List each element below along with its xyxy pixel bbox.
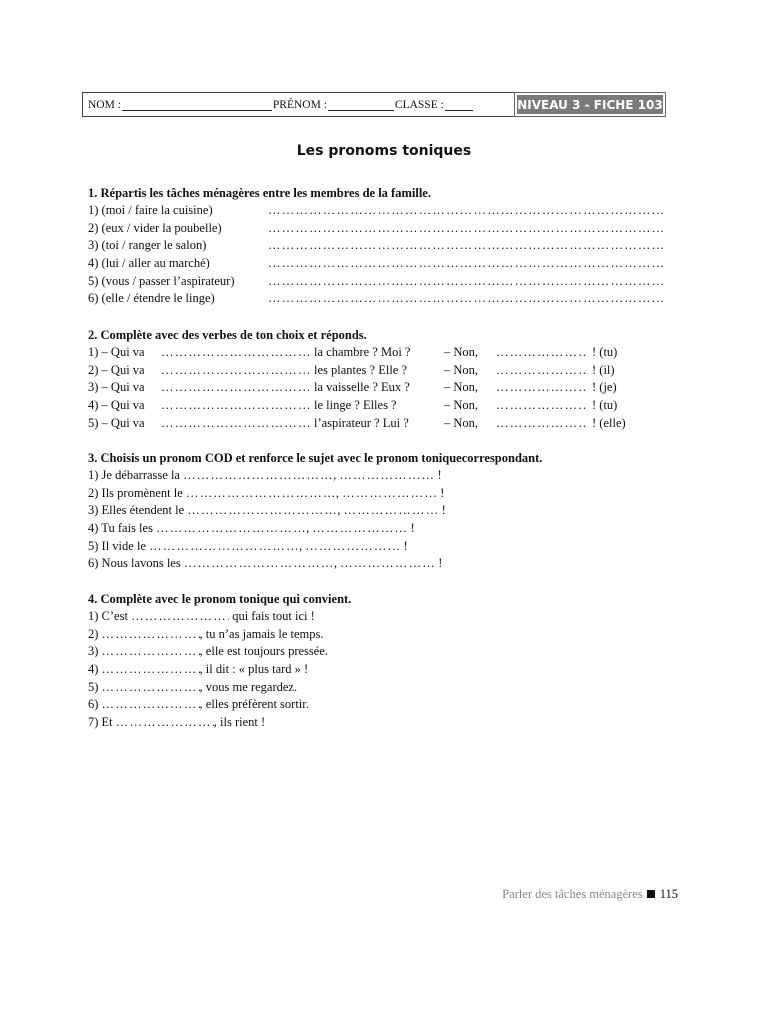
verb-blank[interactable] <box>161 415 311 433</box>
exercise-row <box>88 255 678 273</box>
header-box <box>82 92 666 117</box>
exercise-row <box>88 555 678 573</box>
exercise-row <box>88 520 678 538</box>
exercise-row <box>88 379 678 397</box>
exercise-rest: , vous me regardez. <box>199 679 298 694</box>
exercise-rest: , il dit : « plus tard » ! <box>199 662 309 677</box>
exercise-prompt: 5) Il vide le <box>88 538 146 553</box>
end-mark: ! <box>403 538 408 553</box>
separator: , <box>333 556 337 571</box>
section-1-heading: 1. Répartis les tâches ménagères entre les membres de la famille. <box>88 186 431 200</box>
exercise-prompt: 2) Ils promènent le <box>88 485 183 500</box>
exercise-prompt: 4) (lui / aller au marché) <box>88 256 210 271</box>
question-end: les plantes ? Elle ? <box>314 362 408 377</box>
exercise-row <box>88 202 678 220</box>
separator: , <box>299 538 303 553</box>
answer-blank[interactable] <box>268 202 663 220</box>
question-end: la vaisselle ? Eux ? <box>314 380 410 395</box>
answer-blank[interactable] <box>116 714 214 732</box>
classe-label: CLASSE : <box>394 98 444 111</box>
exercise-row <box>88 362 678 380</box>
exercise-row <box>88 679 678 697</box>
niveau-badge: NIVEAU 3 - FICHE 103 <box>515 93 665 116</box>
exercise-prompt: 3) Elles étendent le <box>88 503 185 518</box>
section-4-heading: 4. Complète avec le pronom tonique qui convient. <box>88 592 352 606</box>
page-title: Les pronoms toniques <box>296 143 472 159</box>
section-3 <box>88 449 678 573</box>
nom-label: NOM : <box>88 98 121 111</box>
section-2-heading: 2. Complète avec des verbes de ton choix et réponds. <box>88 328 367 342</box>
end-mark: ! <box>441 503 446 518</box>
exercise-row <box>88 502 678 520</box>
exercise-prompt: 2) <box>88 626 99 641</box>
tonic-blank[interactable] <box>344 502 439 520</box>
nom-field[interactable] <box>122 99 272 111</box>
exercise-prompt: 3) <box>88 644 99 659</box>
pronoun-blank[interactable] <box>187 502 337 520</box>
exercise-row <box>88 661 678 679</box>
end-mark: ! <box>410 521 415 536</box>
separator: , <box>335 485 340 500</box>
answer-blank[interactable] <box>102 643 200 661</box>
question-end: la chambre ? Moi ? <box>314 345 411 359</box>
exercise-rest: , ils rient ! <box>213 715 266 730</box>
question-start: 1) – Qui va <box>88 345 145 359</box>
exercise-row <box>88 538 678 556</box>
exercise-rest: , elle est toujours pressée. <box>199 644 328 659</box>
exercise-prompt: 6) Nous lavons les <box>88 556 181 571</box>
question-start: 3) – Qui va <box>88 380 145 395</box>
square-bullet-icon <box>647 890 655 898</box>
answer-start: – Non, <box>444 415 479 430</box>
exercise-prompt: 6) <box>88 697 99 712</box>
exercise-prompt: 2) (eux / vider la poubelle) <box>88 220 222 235</box>
answer-blank[interactable] <box>268 273 663 291</box>
exercise-prompt: 7) Et <box>88 715 113 730</box>
end-mark: ! <box>437 468 442 482</box>
exercise-row <box>88 273 678 291</box>
exercise-rest: qui fais tout ici ! <box>232 609 315 623</box>
verb-blank[interactable] <box>161 344 311 362</box>
section-2 <box>88 326 678 432</box>
answer-start: – Non, <box>444 362 479 377</box>
exercise-row <box>88 415 678 433</box>
question-start: 5) – Qui va <box>88 415 145 430</box>
answer-start: – Non, <box>444 380 479 395</box>
answer-hint: ! (il) <box>592 362 615 377</box>
answer-hint: ! (tu) <box>592 345 618 359</box>
separator: , <box>333 468 337 482</box>
answer-blank[interactable] <box>268 255 663 273</box>
answer-blank[interactable] <box>131 608 229 626</box>
answer-start: – Non, <box>444 398 479 413</box>
exercise-row <box>88 237 678 255</box>
pronoun-blank[interactable] <box>184 555 334 573</box>
exercise-prompt: 5) <box>88 679 99 694</box>
answer-blank[interactable] <box>102 661 200 679</box>
answer-blank[interactable] <box>268 290 663 308</box>
answer-blank[interactable] <box>102 626 200 644</box>
question-start: 4) – Qui va <box>88 398 145 413</box>
tonic-blank[interactable] <box>305 538 400 556</box>
exercise-row <box>88 344 678 362</box>
section-3-heading: 3. Choisis un pronom COD et renforce le sujet avec le pronom toniquecorrespondant. <box>88 451 543 465</box>
question-end: le linge ? Elles ? <box>314 398 397 413</box>
exercise-row <box>88 220 678 238</box>
exercise-prompt: 4) Tu fais les <box>88 521 153 536</box>
pronoun-blank[interactable] <box>183 467 333 485</box>
verb-blank[interactable] <box>161 397 311 415</box>
answer-blank[interactable] <box>268 220 663 238</box>
separator: , <box>337 503 341 518</box>
tonic-blank[interactable] <box>340 555 435 573</box>
exercise-row <box>88 643 678 661</box>
exercise-prompt: 3) (toi / ranger le salon) <box>88 238 207 253</box>
classe-field[interactable] <box>445 99 473 111</box>
exercise-row <box>88 626 678 644</box>
prenom-field[interactable] <box>328 99 394 111</box>
exercise-row <box>88 696 678 714</box>
tonic-blank[interactable] <box>339 467 434 485</box>
exercise-prompt: 4) <box>88 662 99 677</box>
exercise-row <box>88 485 678 503</box>
question-end: l’aspirateur ? Lui ? <box>314 415 409 430</box>
page-number: 115 <box>659 887 678 901</box>
end-mark: ! <box>438 556 443 571</box>
exercise-prompt: 1) C’est <box>88 609 128 623</box>
answer-hint: ! (elle) <box>592 415 626 430</box>
section-1 <box>88 184 678 308</box>
exercise-prompt: 1) Je débarrasse la <box>88 468 180 482</box>
pronoun-blank[interactable] <box>156 520 306 538</box>
tonic-blank[interactable] <box>312 520 407 538</box>
exercise-prompt: 1) (moi / faire la cuisine) <box>88 203 213 217</box>
answer-hint: ! (je) <box>592 380 617 395</box>
answer-blank[interactable] <box>496 362 588 380</box>
pronoun-blank[interactable] <box>149 538 299 556</box>
student-fields <box>83 93 515 116</box>
end-mark: ! <box>440 485 445 500</box>
exercise-rest: , elles préfèrent sortir. <box>199 697 309 712</box>
exercise-row <box>88 397 678 415</box>
verb-blank[interactable] <box>161 362 311 380</box>
answer-hint: ! (tu) <box>592 398 618 413</box>
section-4 <box>88 590 678 732</box>
exercise-rest: , tu n’as jamais le temps. <box>199 626 324 641</box>
exercise-row <box>88 608 678 626</box>
answer-blank[interactable] <box>496 344 588 362</box>
exercise-prompt: 5) (vous / passer l’aspirateur) <box>88 273 235 288</box>
answer-blank[interactable] <box>496 379 588 397</box>
exercise-prompt: 6) (elle / étendre le linge) <box>88 291 215 306</box>
exercise-row <box>88 290 678 308</box>
tonic-blank[interactable] <box>342 485 437 503</box>
exercise-row <box>88 714 678 732</box>
verb-blank[interactable] <box>161 379 311 397</box>
prenom-label: PRÉNOM : <box>272 98 327 111</box>
answer-blank[interactable] <box>496 415 588 433</box>
separator: , <box>306 521 310 536</box>
answer-blank[interactable] <box>496 397 588 415</box>
question-start: 2) – Qui va <box>88 362 145 377</box>
footer-chapter: Parler des tâches ménagères <box>502 887 643 901</box>
page-footer <box>502 887 678 902</box>
answer-blank[interactable] <box>268 237 663 255</box>
exercise-row <box>88 467 678 485</box>
answer-blank[interactable] <box>102 696 200 714</box>
pronoun-blank[interactable] <box>186 485 336 503</box>
answer-start: – Non, <box>444 345 479 359</box>
answer-blank[interactable] <box>102 679 200 697</box>
